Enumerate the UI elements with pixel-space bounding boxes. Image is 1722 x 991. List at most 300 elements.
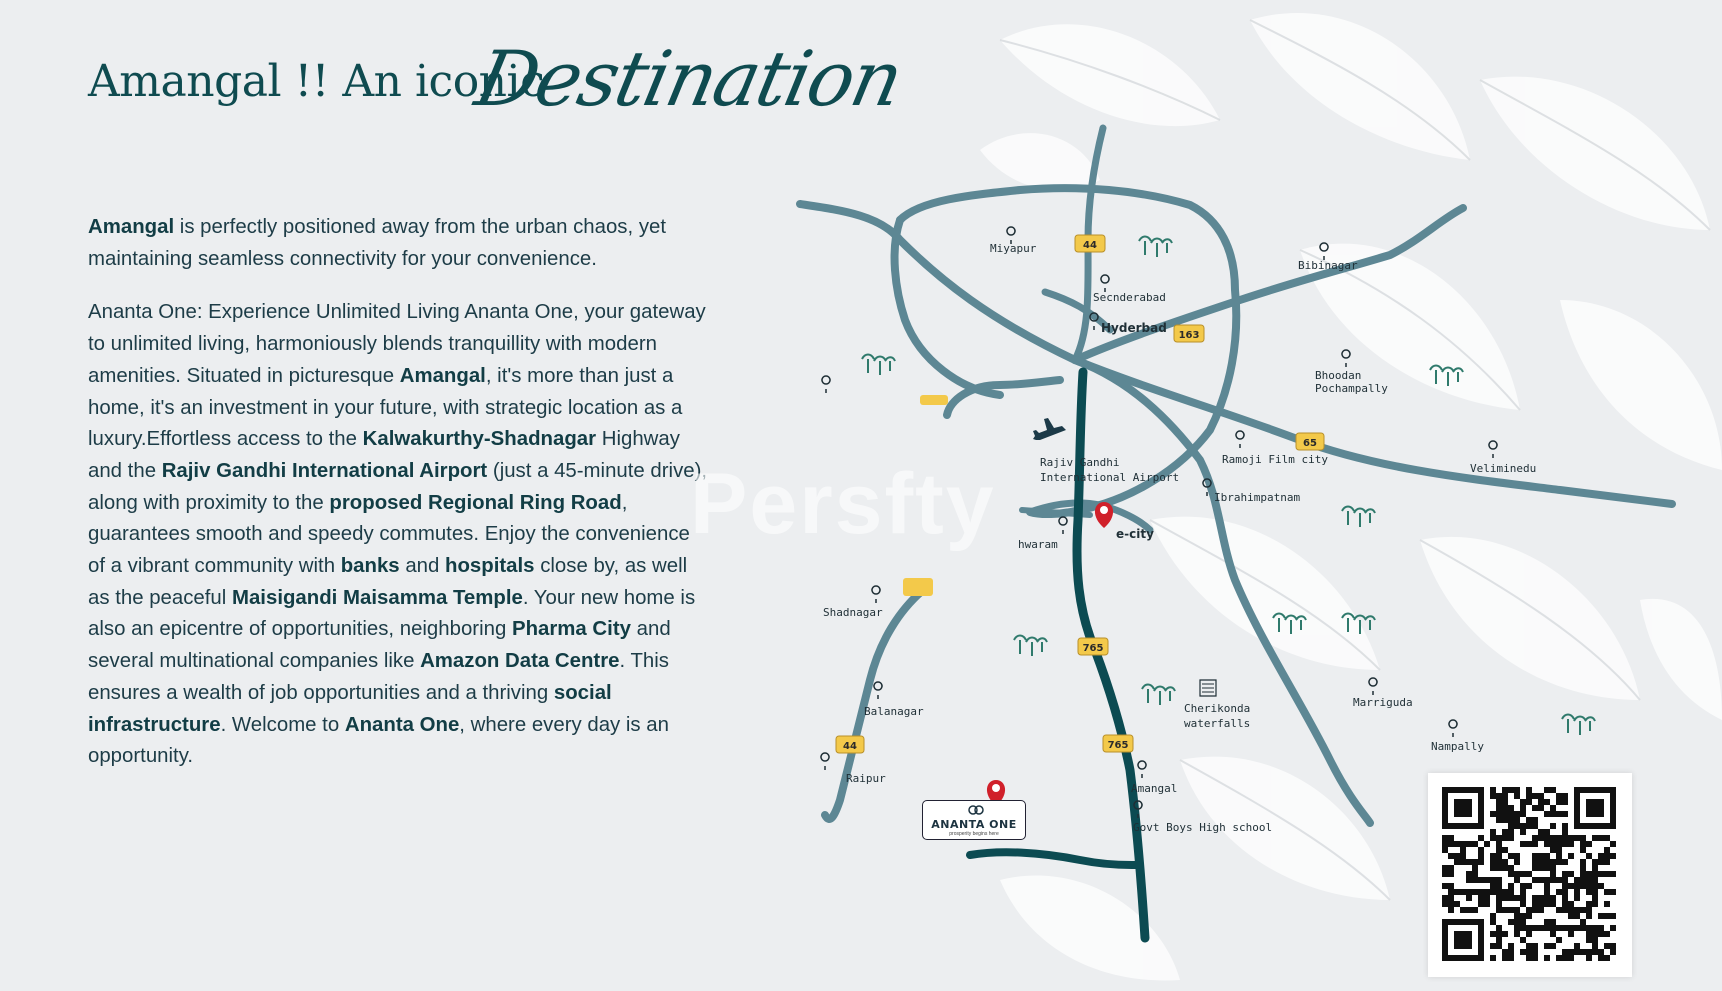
qr-module	[1520, 805, 1526, 811]
qr-module	[1532, 925, 1538, 931]
qr-module	[1538, 865, 1544, 871]
qr-module	[1508, 883, 1514, 889]
qr-module	[1568, 913, 1574, 919]
title-script: Destination	[468, 34, 910, 123]
text-run: , where every day is an opportunity.	[88, 713, 669, 768]
qr-module	[1496, 907, 1502, 913]
qr-module	[1550, 877, 1556, 883]
qr-module	[1586, 907, 1592, 913]
qr-module	[1466, 907, 1472, 913]
qr-module	[1556, 889, 1562, 895]
svg-text:65: 65	[1303, 438, 1317, 449]
qr-module	[1574, 835, 1580, 841]
svg-text:Veliminedu: Veliminedu	[1470, 462, 1537, 475]
svg-text:Bibinagar: Bibinagar	[1298, 259, 1358, 272]
qr-module	[1610, 871, 1616, 877]
qr-module	[1448, 907, 1454, 913]
qr-module	[1592, 859, 1598, 865]
qr-module	[1490, 835, 1496, 841]
qr-module	[1478, 847, 1484, 853]
qr-finder	[1454, 799, 1472, 817]
svg-text:Balanagar: Balanagar	[864, 705, 924, 718]
qr-module	[1604, 931, 1610, 937]
qr-module	[1496, 925, 1502, 931]
qr-module	[1562, 811, 1568, 817]
text-run: Amangal	[399, 364, 486, 387]
qr-module	[1520, 937, 1526, 943]
qr-module	[1544, 811, 1550, 817]
qr-module	[1454, 859, 1460, 865]
qr-module	[1502, 835, 1508, 841]
qr-module	[1520, 883, 1526, 889]
qr-module	[1538, 799, 1544, 805]
qr-module	[1562, 955, 1568, 961]
qr-module	[1556, 955, 1562, 961]
qr-module	[1580, 871, 1586, 877]
qr-module	[1460, 847, 1466, 853]
qr-module	[1592, 883, 1598, 889]
qr-module	[1538, 877, 1544, 883]
qr-module	[1508, 835, 1514, 841]
qr-module	[1556, 835, 1562, 841]
qr-module	[1532, 877, 1538, 883]
qr-module	[1502, 865, 1508, 871]
qr-module	[1496, 841, 1502, 847]
qr-module	[1496, 943, 1502, 949]
qr-module	[1514, 787, 1520, 793]
qr-module	[1574, 907, 1580, 913]
text-run: banks	[340, 555, 400, 578]
tree-cluster-1	[1139, 237, 1172, 258]
qr-module	[1490, 889, 1496, 895]
svg-text:Hyderbad: Hyderbad	[1101, 321, 1167, 335]
text-run: social infrastructure	[88, 681, 612, 736]
qr-module	[1568, 883, 1574, 889]
svg-text:Pochampally: Pochampally	[1315, 382, 1388, 395]
qr-module	[1532, 949, 1538, 955]
qr-module	[1508, 919, 1514, 925]
qr-module	[1454, 853, 1460, 859]
qr-module	[1466, 871, 1472, 877]
qr-module	[1484, 895, 1490, 901]
qr-module	[1544, 919, 1550, 925]
text-run: hospitals	[445, 555, 535, 578]
qr-module	[1604, 871, 1610, 877]
svg-text:44: 44	[843, 741, 857, 752]
qr-module	[1526, 943, 1532, 949]
qr-module	[1502, 949, 1508, 955]
qr-module	[1610, 913, 1616, 919]
marker-nampally	[1431, 720, 1484, 753]
qr-module	[1556, 937, 1562, 943]
qr-module	[1556, 907, 1562, 913]
qr-module	[1604, 835, 1610, 841]
qr-module	[1532, 793, 1538, 799]
qr-module	[1598, 913, 1604, 919]
qr-module	[1490, 865, 1496, 871]
qr-module	[1520, 811, 1526, 817]
qr-module	[1580, 847, 1586, 853]
qr-module	[1508, 871, 1514, 877]
text-run: Highway and the	[88, 428, 680, 482]
qr-module	[1508, 895, 1514, 901]
qr-module	[1490, 859, 1496, 865]
qr-module	[1562, 901, 1568, 907]
svg-text:765: 765	[1107, 740, 1129, 751]
qr-module	[1496, 847, 1502, 853]
qr-module	[1532, 859, 1538, 865]
qr-module	[1550, 931, 1556, 937]
svg-text:44: 44	[1083, 240, 1097, 251]
qr-module	[1532, 955, 1538, 961]
road-nw	[800, 204, 1075, 360]
qr-module	[1586, 841, 1592, 847]
qr-module	[1472, 859, 1478, 865]
qr-module	[1538, 925, 1544, 931]
qr-module	[1538, 907, 1544, 913]
qr-module	[1544, 841, 1550, 847]
qr-module	[1514, 877, 1520, 883]
qr-module	[1520, 841, 1526, 847]
qr-module	[1562, 799, 1568, 805]
qr-module	[1526, 907, 1532, 913]
qr-module	[1460, 859, 1466, 865]
qr-finder	[1454, 931, 1472, 949]
qr-module	[1562, 835, 1568, 841]
qr-module	[1580, 859, 1586, 865]
qr-module	[1448, 901, 1454, 907]
qr-module	[1472, 871, 1478, 877]
qr-module	[1544, 829, 1550, 835]
qr-module	[1520, 913, 1526, 919]
qr-module	[1568, 907, 1574, 913]
qr-module	[1580, 919, 1586, 925]
qr-module	[1598, 931, 1604, 937]
qr-module	[1454, 901, 1460, 907]
qr-module	[1568, 835, 1574, 841]
shield-nh163	[1174, 325, 1204, 342]
qr-module	[1556, 847, 1562, 853]
qr-module	[1598, 955, 1604, 961]
qr-module	[1460, 889, 1466, 895]
tree-cluster-7	[1014, 636, 1047, 657]
qr-module	[1568, 955, 1574, 961]
qr-module	[1508, 889, 1514, 895]
qr-module	[1586, 853, 1592, 859]
qr-module	[1550, 925, 1556, 931]
brand-name: ANANTA ONE	[931, 818, 1017, 831]
qr-module	[1484, 877, 1490, 883]
qr-module	[1496, 853, 1502, 859]
qr-module	[1550, 823, 1556, 829]
qr-module	[1442, 871, 1448, 877]
qr-module	[1550, 847, 1556, 853]
qr-module	[1448, 835, 1454, 841]
qr-module	[1586, 901, 1592, 907]
marker-airport	[1033, 418, 1179, 484]
qr-module	[1556, 853, 1562, 859]
qr-module	[1502, 889, 1508, 895]
qr-module	[1562, 877, 1568, 883]
qr-module	[1490, 811, 1496, 817]
qr-module	[1562, 871, 1568, 877]
qr-module	[1580, 841, 1586, 847]
text-run: , guarantees smooth and speedy commutes. Enjoy the convenience of a vibrant community with	[88, 491, 690, 578]
qr-module	[1598, 883, 1604, 889]
qr-module	[1442, 901, 1448, 907]
qr-module	[1604, 847, 1610, 853]
qr-module	[1562, 859, 1568, 865]
tree-cluster-9	[1562, 715, 1595, 736]
text-run: proposed Regional Ring Road	[329, 491, 622, 514]
qr-module	[1490, 883, 1496, 889]
tree-cluster-8	[1142, 685, 1175, 706]
qr-module	[1526, 817, 1532, 823]
qr-module	[1502, 847, 1508, 853]
qr-module	[1550, 841, 1556, 847]
qr-module	[1592, 895, 1598, 901]
text-run: Ananta One: Experience Unlimited Living Ananta One, your gateway to unlimited living, harmoniously blends tranquillity with modern amenities. Situated in picturesque	[88, 301, 706, 387]
qr-module	[1526, 931, 1532, 937]
tree-cluster-4	[1342, 507, 1375, 528]
road-ramoji	[1075, 360, 1370, 823]
text-run: and several multinational companies like	[88, 618, 671, 673]
marker-marriguda	[1353, 678, 1413, 709]
qr-module	[1538, 895, 1544, 901]
svg-text:hwaram: hwaram	[1018, 538, 1058, 551]
text-run: . Welcome to	[220, 713, 345, 736]
qr-module	[1526, 871, 1532, 877]
qr-module	[1544, 889, 1550, 895]
qr-module	[1568, 853, 1574, 859]
qr-module	[1526, 787, 1532, 793]
qr-module	[1562, 883, 1568, 889]
qr-module	[1526, 823, 1532, 829]
qr-module	[1478, 895, 1484, 901]
svg-text:Secnderabad: Secnderabad	[1093, 291, 1166, 304]
qr-module	[1598, 871, 1604, 877]
svg-text:e-city: e-city	[1116, 527, 1154, 541]
qr-module	[1496, 799, 1502, 805]
qr-module	[1586, 913, 1592, 919]
qr-module	[1514, 853, 1520, 859]
qr-module	[1448, 853, 1454, 859]
qr-module	[1454, 841, 1460, 847]
qr-module	[1532, 907, 1538, 913]
svg-text:Ibrahimpatnam: Ibrahimpatnam	[1214, 491, 1301, 504]
qr-code[interactable]	[1428, 773, 1632, 977]
qr-module	[1604, 955, 1610, 961]
qr-module	[1544, 883, 1550, 889]
qr-module	[1544, 877, 1550, 883]
qr-module	[1574, 943, 1580, 949]
tree-cluster-6	[1342, 614, 1375, 635]
marker-cherikonda	[1184, 680, 1250, 730]
qr-module	[1442, 865, 1448, 871]
marker-shamshabad	[1018, 517, 1067, 551]
qr-module	[1550, 865, 1556, 871]
svg-text:Raipur: Raipur	[846, 772, 886, 785]
qr-module	[1514, 907, 1520, 913]
qr-module	[1496, 835, 1502, 841]
qr-module	[1592, 937, 1598, 943]
qr-module	[1556, 925, 1562, 931]
qr-module	[1610, 841, 1616, 847]
qr-module	[1586, 931, 1592, 937]
qr-module	[1598, 853, 1604, 859]
qr-module	[1502, 811, 1508, 817]
qr-module	[1544, 853, 1550, 859]
qr-module	[1478, 835, 1484, 841]
qr-module	[1544, 901, 1550, 907]
qr-module	[1604, 901, 1610, 907]
qr-module	[1604, 853, 1610, 859]
svg-text:Amangal: Amangal	[1131, 782, 1178, 795]
highlight-branch	[970, 852, 1138, 865]
qr-module	[1502, 955, 1508, 961]
marker-veliminedu	[1470, 441, 1536, 475]
qr-module	[1562, 895, 1568, 901]
qr-module	[1592, 925, 1598, 931]
qr-module	[1496, 859, 1502, 865]
shield-nh65	[1296, 433, 1324, 450]
qr-module	[1520, 871, 1526, 877]
qr-module	[1550, 811, 1556, 817]
qr-module	[1514, 931, 1520, 937]
svg-text:Rajiv Gandhi: Rajiv Gandhi	[1040, 456, 1120, 469]
qr-module	[1550, 895, 1556, 901]
qr-module	[1550, 919, 1556, 925]
qr-module	[1538, 859, 1544, 865]
qr-module	[1532, 865, 1538, 871]
qr-module	[1490, 793, 1496, 799]
qr-module	[1568, 871, 1574, 877]
qr-module	[1532, 841, 1538, 847]
qr-module	[1514, 919, 1520, 925]
qr-module	[1520, 829, 1526, 835]
qr-module	[1568, 931, 1574, 937]
qr-module	[1586, 883, 1592, 889]
text-run: Kalwakurthy-Shadnagar	[362, 428, 597, 451]
qr-module	[1490, 955, 1496, 961]
qr-module	[1496, 889, 1502, 895]
qr-module	[1502, 859, 1508, 865]
qr-module	[1544, 955, 1550, 961]
qr-module	[1442, 883, 1448, 889]
qr-module	[1526, 793, 1532, 799]
svg-text:Govt Boys High school: Govt Boys High school	[1133, 821, 1273, 834]
qr-module	[1460, 907, 1466, 913]
qr-module	[1472, 907, 1478, 913]
qr-module	[1496, 883, 1502, 889]
qr-module	[1538, 901, 1544, 907]
qr-module	[1538, 793, 1544, 799]
qr-module	[1598, 859, 1604, 865]
qr-module	[1538, 853, 1544, 859]
qr-module	[1532, 823, 1538, 829]
qr-module	[1574, 895, 1580, 901]
qr-module	[1610, 889, 1616, 895]
qr-module	[1610, 853, 1616, 859]
qr-module	[1568, 841, 1574, 847]
ananta-one-logo-box	[922, 800, 1026, 840]
qr-module	[1556, 811, 1562, 817]
qr-module	[1478, 853, 1484, 859]
qr-module	[1514, 793, 1520, 799]
marker-amangal	[1131, 761, 1177, 795]
qr-module	[1550, 943, 1556, 949]
qr-module	[1604, 889, 1610, 895]
shield-blank-1	[920, 395, 948, 405]
qr-module	[1520, 799, 1526, 805]
qr-module	[1496, 793, 1502, 799]
qr-module	[1604, 943, 1610, 949]
qr-module	[1490, 943, 1496, 949]
qr-module	[1508, 811, 1514, 817]
text-run: Ananta One	[344, 713, 460, 736]
qr-module	[1586, 889, 1592, 895]
qr-module	[1484, 889, 1490, 895]
qr-module	[1526, 799, 1532, 805]
shield-nh44-top	[1075, 235, 1105, 252]
qr-module	[1574, 925, 1580, 931]
qr-module	[1496, 865, 1502, 871]
qr-module	[1556, 859, 1562, 865]
qr-module	[1538, 805, 1544, 811]
qr-module	[1610, 949, 1616, 955]
marker-govt-boys-school	[1133, 801, 1272, 834]
qr-module	[1448, 895, 1454, 901]
qr-module	[1496, 931, 1502, 937]
qr-module	[1574, 949, 1580, 955]
qr-module	[1604, 859, 1610, 865]
qr-module	[1508, 823, 1514, 829]
qr-module	[1490, 931, 1496, 937]
qr-module	[1580, 925, 1586, 931]
qr-module	[1550, 787, 1556, 793]
qr-module	[1466, 895, 1472, 901]
brand-tagline: prosperity begins here	[949, 831, 999, 837]
qr-module	[1520, 925, 1526, 931]
qr-module	[1592, 871, 1598, 877]
shield-nh765-a	[1078, 638, 1108, 655]
qr-module	[1490, 853, 1496, 859]
tree-cluster-3	[1430, 366, 1463, 387]
qr-module	[1508, 943, 1514, 949]
text-run: Amangal	[88, 216, 175, 238]
qr-module	[1550, 859, 1556, 865]
qr-module	[1520, 949, 1526, 955]
watermark: Persfty	[690, 456, 996, 552]
tree-cluster-5	[1273, 614, 1306, 635]
qr-module	[1508, 955, 1514, 961]
qr-module	[1550, 835, 1556, 841]
text-run: , it's more than just a home, it's an investment in your future, with strategic location as a luxury.Effortless access to the	[88, 364, 683, 451]
qr-module	[1592, 889, 1598, 895]
svg-text:163: 163	[1178, 330, 1200, 341]
qr-module	[1580, 877, 1586, 883]
qr-module	[1574, 883, 1580, 889]
qr-module	[1574, 889, 1580, 895]
qr-module	[1514, 913, 1520, 919]
qr-module	[1508, 787, 1514, 793]
svg-text:Cherikonda: Cherikonda	[1184, 702, 1251, 715]
qr-module	[1580, 907, 1586, 913]
qr-module	[1496, 895, 1502, 901]
qr-module	[1514, 871, 1520, 877]
qr-module	[1520, 919, 1526, 925]
qr-module	[1550, 901, 1556, 907]
